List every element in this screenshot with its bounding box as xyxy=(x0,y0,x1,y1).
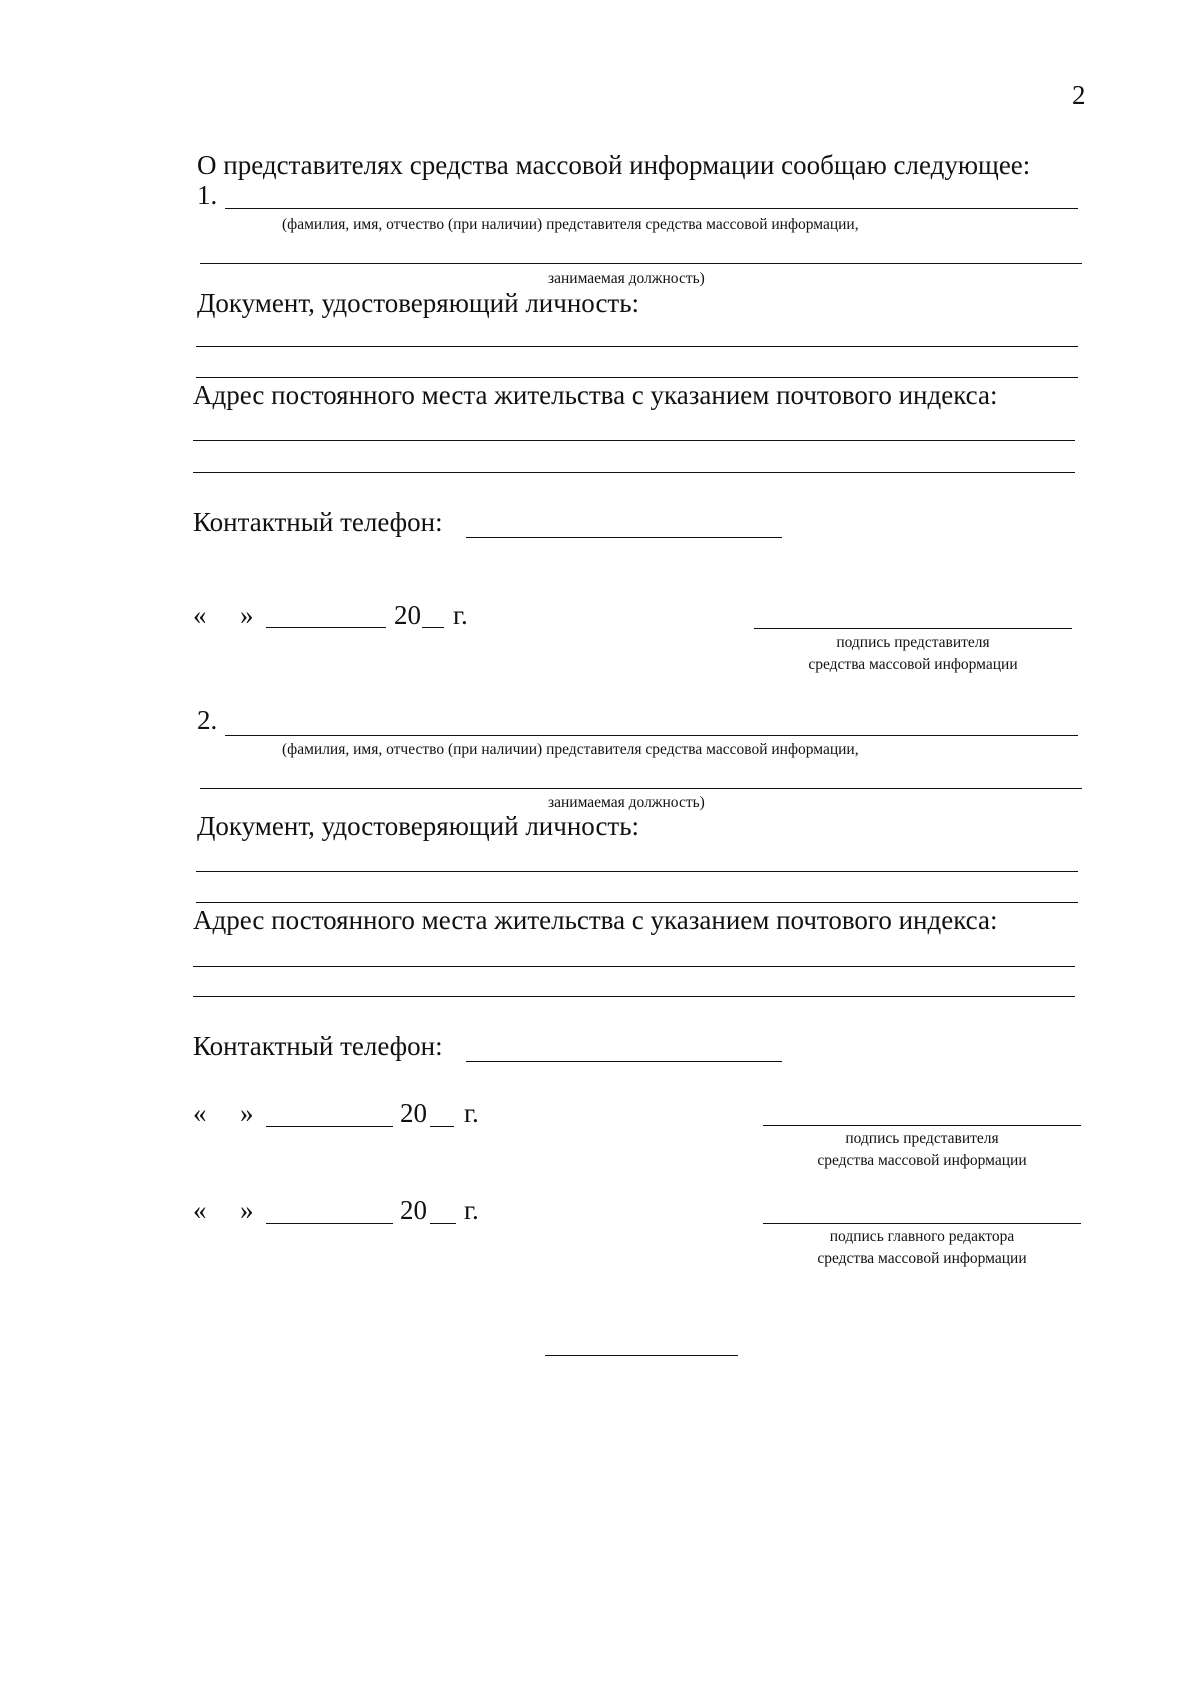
rep2-id-document-field-2[interactable] xyxy=(196,902,1078,903)
rep1-date-close-quote: » xyxy=(240,600,254,630)
rep1-id-document-field-1[interactable] xyxy=(196,346,1078,347)
rep2-date-year-prefix: 20 xyxy=(400,1098,427,1128)
rep1-id-document-field-2[interactable] xyxy=(196,377,1078,378)
rep2-id-document-label: Документ, удостоверяющий личность: xyxy=(197,811,640,841)
rep1-address-field-2[interactable] xyxy=(193,472,1075,473)
rep1-phone-field[interactable] xyxy=(466,537,782,538)
rep2-name-field[interactable] xyxy=(225,735,1078,736)
rep1-position-caption: занимаемая должность) xyxy=(548,270,705,287)
rep2-address-label: Адрес постоянного места жительства с указанием почтового индекса: xyxy=(193,905,998,935)
rep1-address-field-1[interactable] xyxy=(193,440,1075,441)
rep2-id-document-field-1[interactable] xyxy=(196,871,1078,872)
editor-date-open-quote: « xyxy=(193,1195,207,1225)
rep1-date-year-suffix: г. xyxy=(453,600,468,630)
rep2-name-caption: (фамилия, имя, отчество (при наличии) представителя средства массовой информации, xyxy=(282,741,859,758)
page-number: 2 xyxy=(1072,80,1086,110)
rep2-date-close-quote: » xyxy=(240,1098,254,1128)
editor-signature-field[interactable] xyxy=(763,1223,1081,1224)
rep1-signature-caption-1: подпись представителя xyxy=(836,634,990,651)
rep2-position-field[interactable] xyxy=(200,788,1082,789)
intro-heading: О представителях средства массовой информации сообщаю следующее: xyxy=(197,150,1031,180)
rep1-phone-label: Контактный телефон: xyxy=(193,507,443,537)
rep1-signature-caption-2: средства массовой информации xyxy=(808,656,1018,673)
rep1-date-year-prefix: 20 xyxy=(394,600,421,630)
rep2-address-field-1[interactable] xyxy=(193,966,1075,967)
rep1-date-month-field[interactable] xyxy=(266,627,386,628)
rep2-signature-field[interactable] xyxy=(763,1125,1081,1126)
editor-date-month-field[interactable] xyxy=(266,1223,393,1224)
rep1-position-field[interactable] xyxy=(200,263,1082,264)
rep1-signature-field[interactable] xyxy=(754,628,1072,629)
rep2-phone-label: Контактный телефон: xyxy=(193,1031,443,1061)
rep1-address-label: Адрес постоянного места жительства с указанием почтового индекса: xyxy=(193,380,998,410)
rep1-id-document-label: Документ, удостоверяющий личность: xyxy=(197,288,640,318)
rep2-phone-field[interactable] xyxy=(466,1061,782,1062)
editor-date-close-quote: » xyxy=(240,1195,254,1225)
rep1-name-field[interactable] xyxy=(225,208,1078,209)
rep1-number: 1. xyxy=(197,180,218,210)
rep2-date-month-field[interactable] xyxy=(266,1126,393,1127)
rep2-address-field-2[interactable] xyxy=(193,996,1075,997)
rep2-date-year-suffix: г. xyxy=(464,1098,479,1128)
rep1-date-year-field[interactable] xyxy=(422,627,444,628)
rep2-signature-caption-1: подпись представителя xyxy=(845,1130,999,1147)
editor-signature-caption-1: подпись главного редактора xyxy=(829,1228,1015,1245)
rep1-name-caption: (фамилия, имя, отчество (при наличии) представителя средства массовой информации, xyxy=(282,216,859,233)
rep2-date-open-quote: « xyxy=(193,1098,207,1128)
editor-date-year-suffix: г. xyxy=(464,1195,479,1225)
editor-signature-caption-2: средства массовой информации xyxy=(817,1250,1027,1267)
rep2-number: 2. xyxy=(197,705,218,735)
rep2-date-year-field[interactable] xyxy=(430,1126,454,1127)
rep2-signature-caption-2: средства массовой информации xyxy=(817,1152,1027,1169)
rep1-date-open-quote: « xyxy=(193,600,207,630)
editor-date-year-prefix: 20 xyxy=(400,1195,427,1225)
end-separator-line xyxy=(545,1355,738,1356)
editor-date-year-field[interactable] xyxy=(430,1223,456,1224)
rep2-position-caption: занимаемая должность) xyxy=(548,794,705,811)
